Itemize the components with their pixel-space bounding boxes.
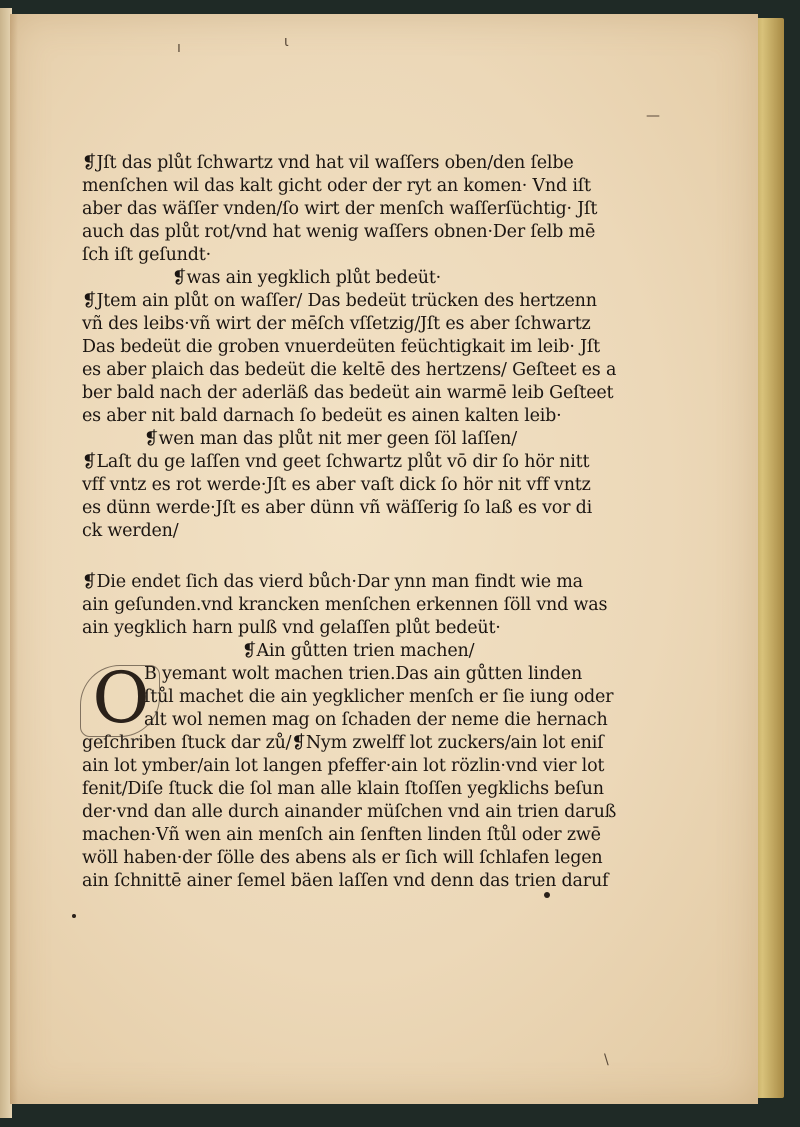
text-line: fenit/Diſe ſtuck die ſol man alle klain ſtoſſen yegklichs beſun [82, 779, 604, 799]
ink-dot [544, 892, 550, 898]
text-line: es aber plaich das bedeüt die keltē des hertzens/ Geſteet es a [82, 360, 617, 380]
text-line: wöll haben·der ſölle des abens als er ſich will ſchlafen legen [82, 848, 603, 868]
text-line: ſtůl machet die ain yegklicher menſch er ſie iung oder [144, 687, 614, 707]
text-line: Das bedeüt die groben vnuerdeüten feüchtigkait im leib· Jſt [82, 337, 601, 357]
text-line: ❡Laſt du ge laſſen vnd geet ſchwartz plůt vō dir ſo hör nitt [82, 452, 590, 472]
page-gutter-shadow [10, 14, 18, 1104]
text-line: ain yegklich harn pulß vnd gelaſſen plůt bedeüt· [82, 618, 501, 638]
ink-mark-icon: ı [177, 40, 181, 56]
ink-dot [72, 914, 76, 918]
section-heading: ❡wen man das plůt nit mer geen ſöl laſſen/ [144, 429, 517, 449]
text-line: B yemant wolt machen trien.Das ain gůtten linden [144, 664, 583, 684]
page-text [82, 152, 617, 893]
text-line: ain lot ymber/ain lot langen pfeffer·ain lot rözlin·vnd vier lot [82, 756, 605, 776]
ink-mark-icon: \ [604, 1052, 609, 1068]
text-line: alt wol nemen mag on ſchaden der neme die hernach [144, 710, 608, 730]
drop-cap-initial: O [92, 657, 150, 739]
text-line: auch das plůt rot/vnd hat wenig waſſers obnen·Der ſelb mē [82, 222, 596, 242]
text-line: ck werden/ [82, 521, 179, 541]
text-line: der·vnd dan alle durch ainander müſchen vnd ain trien daruß [82, 802, 617, 822]
ink-mark-icon: ɩ [284, 34, 289, 50]
section-heading: ❡Ain gůtten trien machen/ [242, 641, 475, 661]
text-line: ❡Jtem ain plůt on waſſer/ Das bedeüt trücken des hertzenn [82, 291, 597, 311]
text-line: es aber nit bald darnach ſo bedeüt es ainen kalten leib· [82, 406, 562, 426]
text-line: vff vntz es rot werde·Jſt es aber vaſt dick ſo hör nit vff vntz [82, 475, 591, 495]
text-line: machen·Vñ wen ain menſch ain ſenften linden ſtůl oder zwē [82, 825, 601, 845]
text-line: ain ſchnittē ainer ſemel bäen laſſen vnd denn das trien daruf [82, 871, 609, 891]
initial-paragraph [82, 657, 614, 739]
text-line: es dünn werde·Jſt es aber dünn vñ wäſſerig ſo laß es vor di [82, 498, 593, 518]
text-line: menſchen wil das kalt gicht oder der ryt an komen· Vnd iſt [82, 176, 591, 196]
text-line: ſch iſt geſundt· [82, 245, 211, 265]
text-line: ❡Die endet ſich das vierd bůch·Dar ynn man findt wie ma [82, 572, 583, 592]
ink-mark-icon: — [646, 108, 660, 124]
text-line: aber das wäſſer vnden/ſo wirt der menſch waſſerſüchtig· Jſt [82, 199, 598, 219]
text-line: vñ des leibs·vñ wirt der mēſch vſſetzig/Jſt es aber ſchwartz [82, 314, 591, 334]
text-line: geſchriben ſtuck dar zů/❡Nym zwelff lot zuckers/ain lot eniſ [82, 733, 604, 753]
text-line: ❡Jſt das plůt ſchwartz vnd hat vil waſſers oben/den ſelbe [82, 153, 574, 173]
text-line: ber bald nach der aderläß das bedeüt ain warmē leib Geſteet [82, 383, 614, 403]
section-heading: ❡was ain yegklich plůt bedeüt· [172, 268, 442, 288]
text-line: ain geſunden.vnd krancken menſchen erkennen ſöll vnd was [82, 595, 608, 615]
